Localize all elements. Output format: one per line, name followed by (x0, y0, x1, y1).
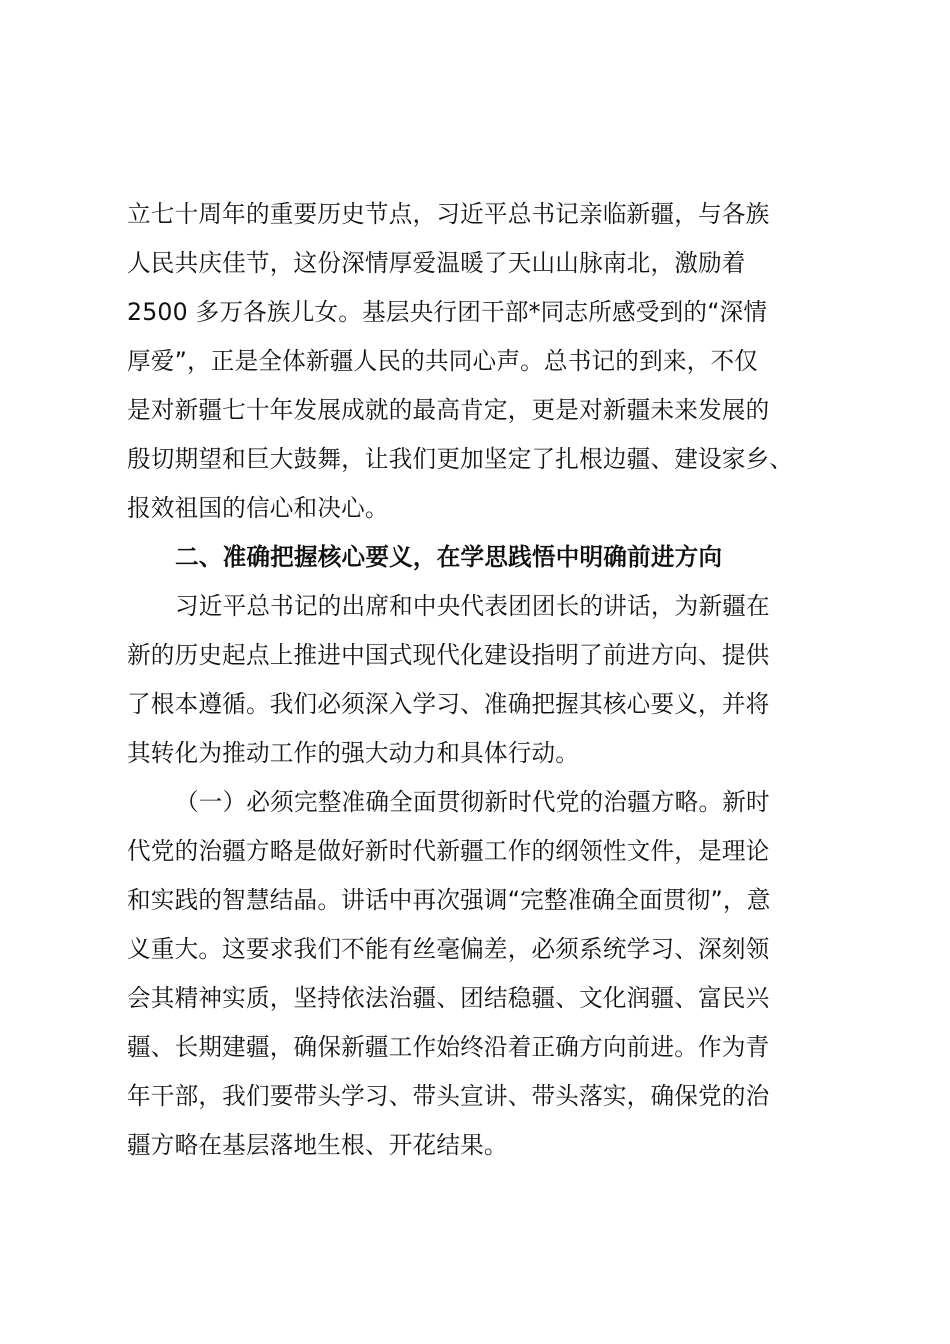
paragraph-line: 立七十周年的重要历史节点，习近平总书记亲临新疆，与各族 (127, 200, 770, 228)
paragraph-line: 和实践的智慧结晶。讲话中再次强调“完整准确全面贯彻”，意 (127, 886, 771, 914)
section-heading: 二、准确把握核心要义，在学思践悟中明确前进方向 (175, 543, 723, 571)
paragraph-line: 代党的治疆方略是做好新时代新疆工作的纲领性文件，是理论 (127, 837, 770, 865)
paragraph-line: 殷切期望和巨大鼓舞，让我们更加坚定了扎根边疆、建设家乡、 (127, 445, 794, 473)
paragraph-line: 厚爱”，正是全体新疆人民的共同心声。总书记的到来，不仅 (127, 347, 759, 375)
paragraph-line: 疆、长期建疆，确保新疆工作始终沿着正确方向前进。作为青 (127, 1033, 770, 1061)
paragraph-line: 义重大。这要求我们不能有丝毫偏差，必须系统学习、深刻领 (127, 935, 770, 963)
paragraph-line: 习近平总书记的出席和中央代表团团长的讲话，为新疆在 (175, 592, 770, 620)
subsection-line: （一）必须完整准确全面贯彻新时代党的治疆方略。新时 (175, 788, 770, 816)
paragraph-line: 疆方略在基层落地生根、开花结果。 (127, 1131, 508, 1159)
paragraph-line: 会其精神实质，坚持依法治疆、团结稳疆、文化润疆、富民兴 (127, 984, 770, 1012)
paragraph-line: 了根本遵循。我们必须深入学习、准确把握其核心要义，并将 (127, 690, 770, 718)
paragraph-line: 新的历史起点上推进中国式现代化建设指明了前进方向、提供 (127, 641, 770, 669)
paragraph-line: 2500 多万各族儿女。基层央行团干部*同志所感受到的“深情 (127, 298, 768, 326)
paragraph-line: 报效祖国的信心和决心。 (127, 494, 389, 522)
paragraph-line: 年干部，我们要带头学习、带头宣讲、带头落实，确保党的治 (127, 1082, 770, 1110)
paragraph-line: 其转化为推动工作的强大动力和具体行动。 (127, 739, 580, 767)
paragraph-line: 是对新疆七十年发展成就的最高肯定，更是对新疆未来发展的 (127, 396, 770, 424)
paragraph-line: 人民共庆佳节，这份深情厚爱温暖了天山山脉南北，激励着 (127, 249, 746, 277)
